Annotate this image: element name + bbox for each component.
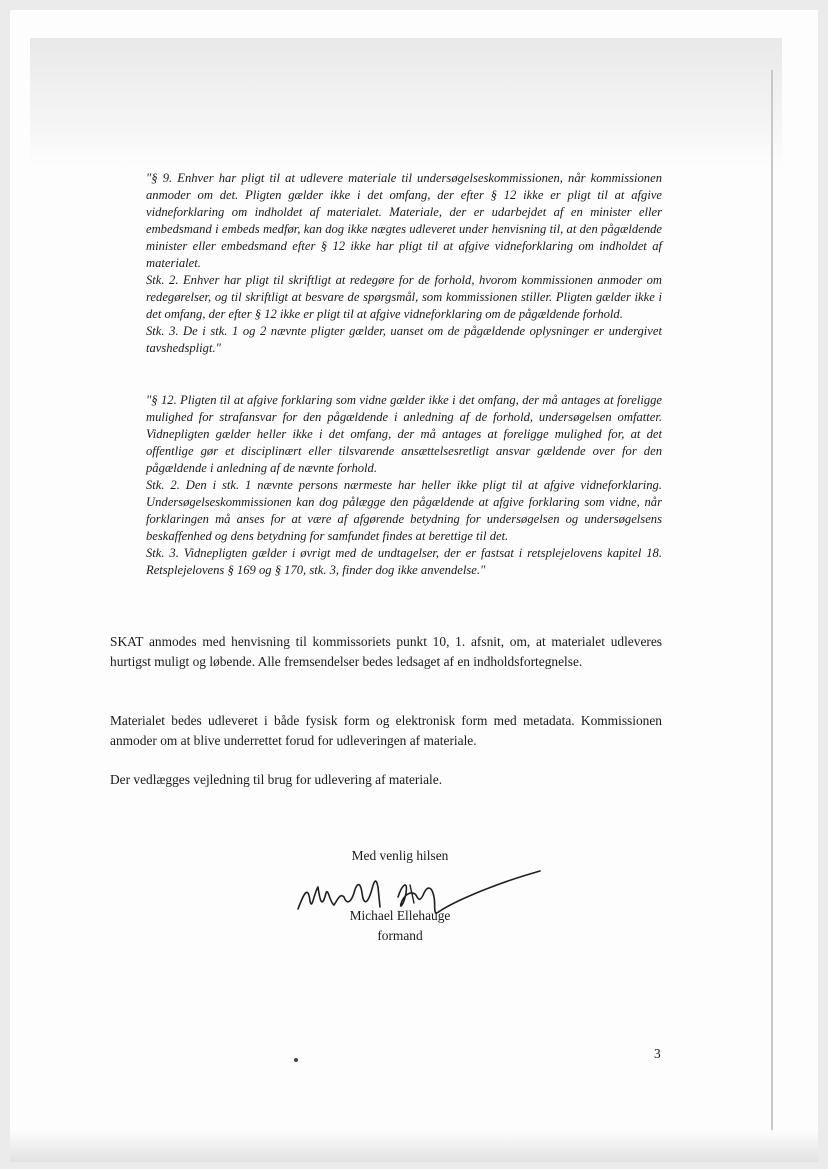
page-number: 3 (654, 1046, 661, 1061)
quote-12-stk-3: Stk. 3. Vidnepligten gælder i øvrigt med de undtagelser, der er fastsat i retsplejelovens kapitel 18. Retsplejelovens § 169 og § 170, stk. 3, finder dog ikke anvendelse." (146, 546, 662, 577)
quote-9-paragraph: "§ 9. Enhver har pligt til at udlevere materiale til undersøgelseskommissionen, når kommissionen anmoder om det. Pligten gælder ikke i det omfang, der efter § 12 ikke er pligt til at afgive vidneforklaring om indholdet af materialet. Materiale, der er udarbejdet af en minister eller embedsmand i embeds medfør, kan dog ikke nægtes udleveret under henvisning til, at den pågældende minister eller embedsmand efter § 12 ikke har pligt til at afgive vidneforklaring om indholdet af materialet. (146, 171, 662, 270)
quote-12-paragraph: "§ 12. Pligten til at afgive forklaring som vidne gælder ikke i det omfang, der må antages at foreligge mulighed for strafansvar for den pågældende i anledning af de forhold, undersøgelsen omfatter. Vidnepligten gælder heller ikke i det omfang, der må antages at foreligge mulighed for, at det offentlige gør et disciplinært eller tilsvarende ansættelsesretligt ansvar gældende over for den pågældende i anledning af de nævnte forhold. (146, 393, 662, 475)
request-paragraph: SKAT anmodes med henvisning til kommissoriets punkt 10, 1. afsnit, om, at materialet udleveres hurtigst muligt og løbende. Alle fremsendelser bedes ledsaget af en indholdsfortegnelse. (110, 634, 662, 669)
quote-9-stk-3: Stk. 3. De i stk. 1 og 2 nævnte pligter gælder, uanset om de pågældende oplysninger er undergivet tavshedspligt." (146, 324, 662, 355)
scan-bottom-shading (10, 1130, 818, 1162)
signer-title: formand (377, 928, 423, 943)
quote-section-9 (146, 170, 662, 357)
closing-greeting: Med venlig hilsen (351, 848, 449, 863)
document-page (10, 10, 818, 1162)
format-paragraph: Materialet bedes udleveret i både fysisk form og elektronisk form med metadata. Kommissionen anmoder om at blive underrettet forud for udleveringen af materiale. (110, 713, 662, 748)
quote-9-stk-2: Stk. 2. Enhver har pligt til skriftligt at redegøre for de forhold, hvorom kommissionen anmoder om redegørelser, og til skriftligt at besvare de spørgsmål, som kommissionen stiller. Pligten gælder ikke i det omfang, der efter § 12 ikke er pligt til at afgive vidneforklaring om de pågældende forhold. (146, 273, 662, 321)
scan-edge-line (771, 70, 773, 1140)
scan-speck (294, 1058, 298, 1062)
scan-shading (30, 38, 782, 168)
quote-12-stk-2: Stk. 2. Den i stk. 1 nævnte persons nærmeste har heller ikke pligt til at afgive vidneforklaring. Undersøgelseskommissionen kan dog pålægge den pågældende at afgive forklaring som vidne, når forklaringen må anses for at være af afgørende betydning for undersøgelsen og undersøgelsens beskaffenhed og dens betydning for samfundet findes at berettige til det. (146, 478, 662, 543)
quote-section-12 (146, 392, 662, 579)
attachment-paragraph: Der vedlægges vejledning til brug for udlevering af materiale. (110, 772, 443, 787)
signer-name: Michael Ellehauge (349, 908, 451, 923)
